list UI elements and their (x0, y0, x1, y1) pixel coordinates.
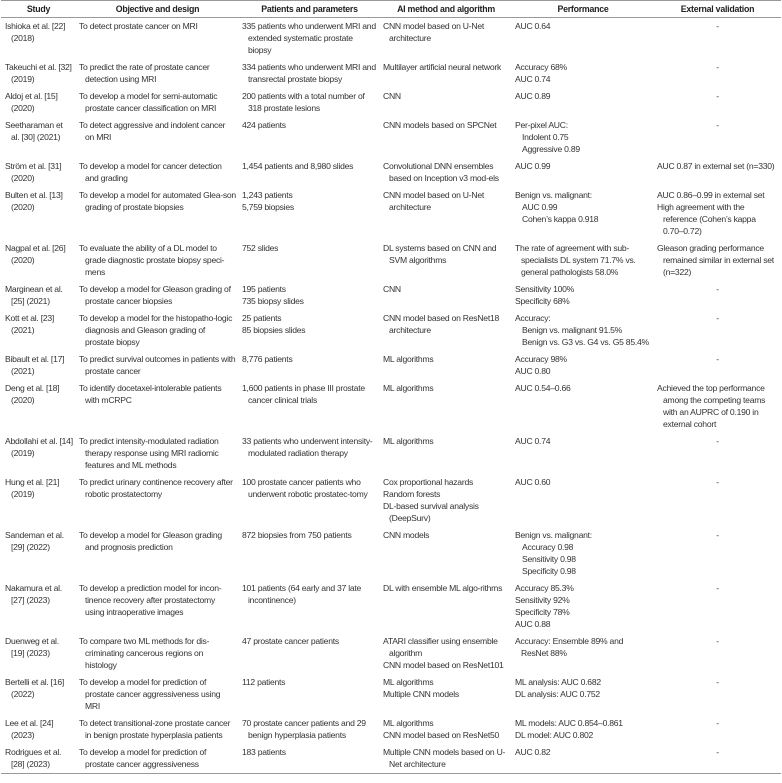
header-method: AI method and algorithm (380, 1, 512, 18)
external-item: - (716, 530, 719, 540)
performance-item: AUC 0.82 (515, 747, 551, 757)
cell-patients (239, 240, 380, 281)
external-item: Achieved the top performance among the competing teams with an AUPRC of 0.190 in external cohort (657, 383, 766, 429)
table-row (1, 88, 781, 117)
cell-external (654, 117, 781, 158)
cell-performance (512, 580, 654, 633)
cell-performance (512, 281, 654, 310)
table-body (1, 18, 781, 774)
performance-subitem: Specificity 0.98 (522, 566, 576, 576)
patients-item: 25 patients (242, 313, 282, 323)
cell-performance (512, 187, 654, 240)
cell-performance (512, 715, 654, 744)
performance-item: Sensitivity 92% (515, 595, 570, 605)
cell-objective (76, 527, 239, 580)
objective-text: To detect aggressive and indolent cancer on MRI (79, 120, 226, 142)
method-item: CNN model based on U-Net architecture (383, 21, 484, 43)
cell-method (380, 18, 512, 60)
cell-study (1, 527, 76, 580)
table-row (1, 380, 781, 433)
cell-external (654, 59, 781, 88)
external-item: High agreement with the reference (Cohen’s kappa 0.70–0.72) (657, 202, 756, 236)
method-item: Cox proportional hazards (383, 477, 474, 487)
cell-study (1, 474, 76, 527)
cell-objective (76, 633, 239, 674)
performance-item: Benign vs. malignant: (515, 530, 592, 540)
external-item: - (716, 477, 719, 487)
objective-text: To identify docetaxel-intolerable patients with mCRPC (79, 383, 222, 405)
objective-text: To predict urinary continence recovery after robotic prostatectomy (79, 477, 233, 499)
method-item: ML algorithms (383, 677, 434, 687)
study-text: Seetharaman et al. [30] (2021) (5, 120, 63, 142)
cell-study (1, 580, 76, 633)
study-text: Rodrigues et al. [28] (2023) (5, 747, 62, 769)
cell-performance (512, 744, 654, 774)
objective-text: To develop a model for semi-automatic prostate cancer classification on MRI (79, 91, 218, 113)
objective-text: To develop a model for Gleason grading and prognosis prediction (79, 530, 222, 552)
table-row (1, 240, 781, 281)
external-item: - (716, 747, 719, 757)
method-item: Multiple CNN models based on U-Net architecture (383, 747, 506, 769)
cell-method (380, 744, 512, 774)
study-text: Nagpal et al. [26] (2020) (5, 243, 66, 265)
performance-item: Accuracy 68% (515, 62, 567, 72)
performance-item: AUC 0.74 (515, 436, 551, 446)
cell-patients (239, 59, 380, 88)
cell-study (1, 117, 76, 158)
cell-objective (76, 158, 239, 187)
cell-study (1, 633, 76, 674)
cell-external (654, 18, 781, 60)
cell-patients (239, 633, 380, 674)
table-row (1, 633, 781, 674)
cell-external (654, 88, 781, 117)
table-row (1, 744, 781, 774)
external-item: - (716, 284, 719, 294)
external-item: - (716, 91, 719, 101)
patients-item: 33 patients who underwent intensity-modulated radiation therapy (242, 436, 373, 458)
study-text: Duenweg et al. [19] (2023) (5, 636, 59, 658)
patients-item: 47 prostate cancer patients (242, 636, 339, 646)
method-item: CNN model based on ResNet101 (383, 660, 504, 670)
cell-patients (239, 474, 380, 527)
performance-subitem: Sensitivity 0.98 (522, 554, 576, 564)
table-row (1, 18, 781, 60)
results-table (1, 0, 781, 774)
method-item: ATARI classifier using ensemble algorithm (383, 636, 498, 658)
cell-study (1, 351, 76, 380)
performance-item: Accuracy 98% (515, 354, 567, 364)
study-text: Kott et al. [23] (2021) (5, 313, 55, 335)
table-row (1, 351, 781, 380)
cell-patients (239, 674, 380, 715)
performance-item: AUC 0.80 (515, 366, 551, 376)
cell-method (380, 281, 512, 310)
study-text: Aldoj et al. [15] (2020) (5, 91, 58, 113)
objective-text: To develop a model for cancer detection and grading (79, 161, 222, 183)
cell-study (1, 674, 76, 715)
study-text: Takeuchi et al. [32] (2019) (5, 62, 72, 84)
external-item: - (716, 636, 719, 646)
cell-performance (512, 18, 654, 60)
patients-item: 735 biopsy slides (242, 296, 304, 306)
cell-method (380, 240, 512, 281)
cell-method (380, 351, 512, 380)
study-text: Lee et al. [24] (2023) (5, 718, 54, 740)
method-item: DL-based survival analysis (DeepSurv) (383, 501, 479, 523)
cell-external (654, 527, 781, 580)
table-row (1, 674, 781, 715)
performance-item: AUC 0.89 (515, 91, 551, 101)
cell-patients (239, 351, 380, 380)
cell-method (380, 59, 512, 88)
header-external: External validation (654, 1, 781, 18)
performance-subitem: Indolent 0.75 (522, 132, 569, 142)
study-text: Bibault et al. [17] (2021) (5, 354, 65, 376)
cell-patients (239, 380, 380, 433)
cell-method (380, 580, 512, 633)
cell-objective (76, 310, 239, 351)
objective-text: To predict the rate of prostate cancer detection using MRI (79, 62, 210, 84)
cell-method (380, 674, 512, 715)
performance-item: Accuracy: (515, 313, 551, 323)
cell-method (380, 433, 512, 474)
study-text: Ishioka et al. [22] (2018) (5, 21, 66, 43)
cell-study (1, 281, 76, 310)
performance-item: DL model: AUC 0.802 (515, 730, 594, 740)
performance-item: AUC 0.99 (515, 161, 551, 171)
objective-text: To predict survival outcomes in patients with prostate cancer (79, 354, 236, 376)
external-item: - (716, 62, 719, 72)
cell-objective (76, 744, 239, 774)
external-item: - (716, 120, 719, 130)
performance-subitem: AUC 0.99 (522, 202, 558, 212)
performance-item: ML analysis: AUC 0.682 (515, 677, 601, 687)
cell-objective (76, 281, 239, 310)
header-objective: Objective and design (76, 1, 239, 18)
performance-item: Specificity 78% (515, 607, 570, 617)
cell-objective (76, 674, 239, 715)
cell-external (654, 240, 781, 281)
performance-item: AUC 0.64 (515, 21, 551, 31)
performance-item: AUC 0.88 (515, 619, 551, 629)
performance-item: Per-pixel AUC: (515, 120, 568, 130)
patients-item: 872 biopsies from 750 patients (242, 530, 352, 540)
cell-method (380, 527, 512, 580)
cell-study (1, 158, 76, 187)
cell-method (380, 310, 512, 351)
study-text: Hung et al. [21] (2019) (5, 477, 60, 499)
cell-external (654, 715, 781, 744)
performance-subitem: Accuracy 0.98 (522, 542, 574, 552)
cell-performance (512, 310, 654, 351)
external-item: - (716, 583, 719, 593)
patients-item: 752 slides (242, 243, 279, 253)
patients-item: 8,776 patients (242, 354, 293, 364)
table-row (1, 187, 781, 240)
method-item: ML algorithms (383, 383, 434, 393)
cell-performance (512, 117, 654, 158)
cell-study (1, 240, 76, 281)
cell-performance (512, 351, 654, 380)
performance-item: ML models: AUC 0.854–0.861 (515, 718, 623, 728)
performance-subitem: Benign vs. malignant 91.5% (522, 325, 623, 335)
cell-objective (76, 59, 239, 88)
cell-study (1, 744, 76, 774)
patients-item: 70 prostate cancer patients and 29 benign hyperplasia patients (242, 718, 366, 740)
method-item: Convolutional DNN ensembles based on Inception v3 mod-els (383, 161, 499, 183)
table-row (1, 527, 781, 580)
objective-text: To predict intensity-modulated radiation therapy response using MRI radiomic features and ML methods (79, 436, 219, 470)
external-item: - (716, 677, 719, 687)
cell-study (1, 18, 76, 60)
patients-item: 112 patients (242, 677, 286, 687)
cell-performance (512, 674, 654, 715)
cell-objective (76, 88, 239, 117)
cell-external (654, 744, 781, 774)
cell-external (654, 281, 781, 310)
method-item: Multilayer artificial neural network (383, 62, 502, 72)
method-item: CNN models (383, 530, 430, 540)
table-row (1, 281, 781, 310)
cell-study (1, 310, 76, 351)
cell-external (654, 310, 781, 351)
cell-study (1, 715, 76, 744)
cell-performance (512, 433, 654, 474)
objective-text: To compare two ML methods for dis-criminating cancerous regions on histology (79, 636, 210, 670)
method-item: ML algorithms (383, 718, 434, 728)
study-text: Ström et al. [31] (2020) (5, 161, 62, 183)
patients-item: 195 patients (242, 284, 286, 294)
cell-external (654, 380, 781, 433)
table-row (1, 580, 781, 633)
cell-external (654, 187, 781, 240)
patients-item: 1,454 patients and 8,980 slides (242, 161, 354, 171)
patients-item: 1,243 patients (242, 190, 293, 200)
cell-performance (512, 633, 654, 674)
patients-item: 334 patients who underwent MRI and transrectal prostate biopsy (242, 62, 376, 84)
method-item: CNN (383, 91, 401, 101)
study-text: Deng et al. [18] (2020) (5, 383, 60, 405)
header-performance: Performance (512, 1, 654, 18)
cell-patients (239, 117, 380, 158)
cell-performance (512, 527, 654, 580)
study-text: Marginean et al. [25] (2021) (5, 284, 63, 306)
external-item: - (716, 718, 719, 728)
table-header-row (1, 1, 781, 18)
performance-item: The rate of agreement with sub-specialists DL system 71.7% vs. general pathologists 58.0% (515, 243, 636, 277)
performance-item: Benign vs. malignant: (515, 190, 592, 200)
cell-patients (239, 527, 380, 580)
patients-item: 424 patients (242, 120, 286, 130)
cell-external (654, 433, 781, 474)
performance-item: AUC 0.60 (515, 477, 551, 487)
external-item: AUC 0.86–0.99 in external set (657, 190, 765, 200)
cell-method (380, 158, 512, 187)
cell-method (380, 474, 512, 527)
cell-objective (76, 240, 239, 281)
cell-study (1, 59, 76, 88)
table-row (1, 59, 781, 88)
objective-text: To evaluate the ability of a DL model to grade diagnostic prostate biopsy speci-mens (79, 243, 225, 277)
cell-patients (239, 187, 380, 240)
objective-text: To develop a model for prediction of prostate cancer aggressiveness using MRI (79, 677, 221, 711)
method-item: Random forests (383, 489, 441, 499)
cell-performance (512, 59, 654, 88)
cell-patients (239, 580, 380, 633)
cell-performance (512, 240, 654, 281)
patients-item: 5,759 biopsies (242, 202, 294, 212)
cell-study (1, 187, 76, 240)
objective-text: To develop a prediction model for incon-tinence recovery after prostatectomy using intraoperative images (79, 583, 222, 617)
objective-text: To develop a model for automated Glea-son grading of prostate biopsies (79, 190, 236, 212)
performance-item: Specificity 68% (515, 296, 570, 306)
cell-external (654, 633, 781, 674)
method-item: DL with ensemble ML algo-rithms (383, 583, 503, 593)
cell-objective (76, 187, 239, 240)
method-item: Multiple CNN models (383, 689, 459, 699)
cell-performance (512, 474, 654, 527)
cell-objective (76, 433, 239, 474)
external-item: - (716, 354, 719, 364)
external-item: - (716, 21, 719, 31)
cell-study (1, 433, 76, 474)
table-row (1, 433, 781, 474)
table-row (1, 715, 781, 744)
objective-text: To develop a model for Gleason grading of prostate cancer biopsies (79, 284, 231, 306)
study-text: Bulten et al. [13] (2020) (5, 190, 63, 212)
patients-item: 85 biopsies slides (242, 325, 306, 335)
cell-patients (239, 310, 380, 351)
cell-study (1, 380, 76, 433)
performance-item: Accuracy 85.3% (515, 583, 574, 593)
patients-item: 183 patients (242, 747, 286, 757)
cell-objective (76, 715, 239, 744)
study-text: Bertelli et al. [16] (2022) (5, 677, 65, 699)
table-row (1, 158, 781, 187)
patients-item: 101 patients (64 early and 37 late incontinence) (242, 583, 362, 605)
cell-performance (512, 158, 654, 187)
performance-item: AUC 0.54–0.66 (515, 383, 571, 393)
cell-method (380, 88, 512, 117)
cell-patients (239, 715, 380, 744)
external-item: - (716, 436, 719, 446)
objective-text: To develop a model for prediction of prostate cancer aggressiveness (79, 747, 207, 769)
performance-subitem: Benign vs. G3 vs. G4 vs. G5 85.4% (522, 337, 649, 347)
cell-patients (239, 88, 380, 117)
cell-method (380, 633, 512, 674)
cell-objective (76, 18, 239, 60)
patients-item: 335 patients who underwent MRI and extended systematic prostate biopsy (242, 21, 376, 55)
cell-external (654, 158, 781, 187)
study-text: Sandeman et al. [29] (2022) (5, 530, 64, 552)
header-patients: Patients and parameters (239, 1, 380, 18)
cell-performance (512, 88, 654, 117)
cell-method (380, 715, 512, 744)
patients-item: 200 patients with a total number of 318 prostate lesions (242, 91, 365, 113)
method-item: DL systems based on CNN and SVM algorithms (383, 243, 497, 265)
objective-text: To detect prostate cancer on MRI (79, 21, 198, 31)
cell-patients (239, 18, 380, 60)
external-item: AUC 0.87 in external set (n=330) (657, 161, 775, 171)
cell-patients (239, 281, 380, 310)
performance-subitem: Aggressive 0.89 (522, 144, 580, 154)
method-item: ML algorithms (383, 354, 434, 364)
study-text: Abdollahi et al. [14] (2019) (5, 436, 73, 458)
table-row (1, 310, 781, 351)
method-item: CNN model based on ResNet18 architecture (383, 313, 500, 335)
cell-method (380, 187, 512, 240)
external-item: Gleason grading performance remained similar in external set (n=322) (657, 243, 774, 277)
patients-item: 1,600 patients in phase III prostate cancer clinical trials (242, 383, 365, 405)
performance-subitem: Cohen’s kappa 0.918 (522, 214, 599, 224)
cell-external (654, 580, 781, 633)
study-text: Nakamura et al. [27] (2023) (5, 583, 62, 605)
table-row (1, 117, 781, 158)
cell-study (1, 88, 76, 117)
performance-item: AUC 0.74 (515, 74, 551, 84)
cell-external (654, 674, 781, 715)
patients-item: 100 prostate cancer patients who underwent robotic prostatec-tomy (242, 477, 368, 499)
objective-text: To detect transitional-zone prostate cancer in benign prostate hyperplasia patients (79, 718, 231, 740)
cell-patients (239, 158, 380, 187)
cell-method (380, 380, 512, 433)
cell-method (380, 117, 512, 158)
cell-patients (239, 433, 380, 474)
table-row (1, 474, 781, 527)
cell-objective (76, 580, 239, 633)
cell-objective (76, 380, 239, 433)
cell-objective (76, 351, 239, 380)
method-item: CNN model based on ResNet50 (383, 730, 500, 740)
performance-item: Sensitivity 100% (515, 284, 575, 294)
method-item: CNN model based on U-Net architecture (383, 190, 484, 212)
method-item: ML algorithms (383, 436, 434, 446)
cell-external (654, 351, 781, 380)
cell-objective (76, 117, 239, 158)
cell-patients (239, 744, 380, 774)
method-item: CNN (383, 284, 401, 294)
performance-item: Accuracy: Ensemble 89% and ResNet 88% (515, 636, 624, 658)
cell-objective (76, 474, 239, 527)
cell-performance (512, 380, 654, 433)
header-study: Study (1, 1, 76, 18)
performance-item: DL analysis: AUC 0.752 (515, 689, 600, 699)
cell-external (654, 474, 781, 527)
objective-text: To develop a model for the histopatho-logic diagnosis and Gleason grading of prostate biopsy (79, 313, 233, 347)
method-item: CNN models based on SPCNet (383, 120, 497, 130)
external-item: - (716, 313, 719, 323)
